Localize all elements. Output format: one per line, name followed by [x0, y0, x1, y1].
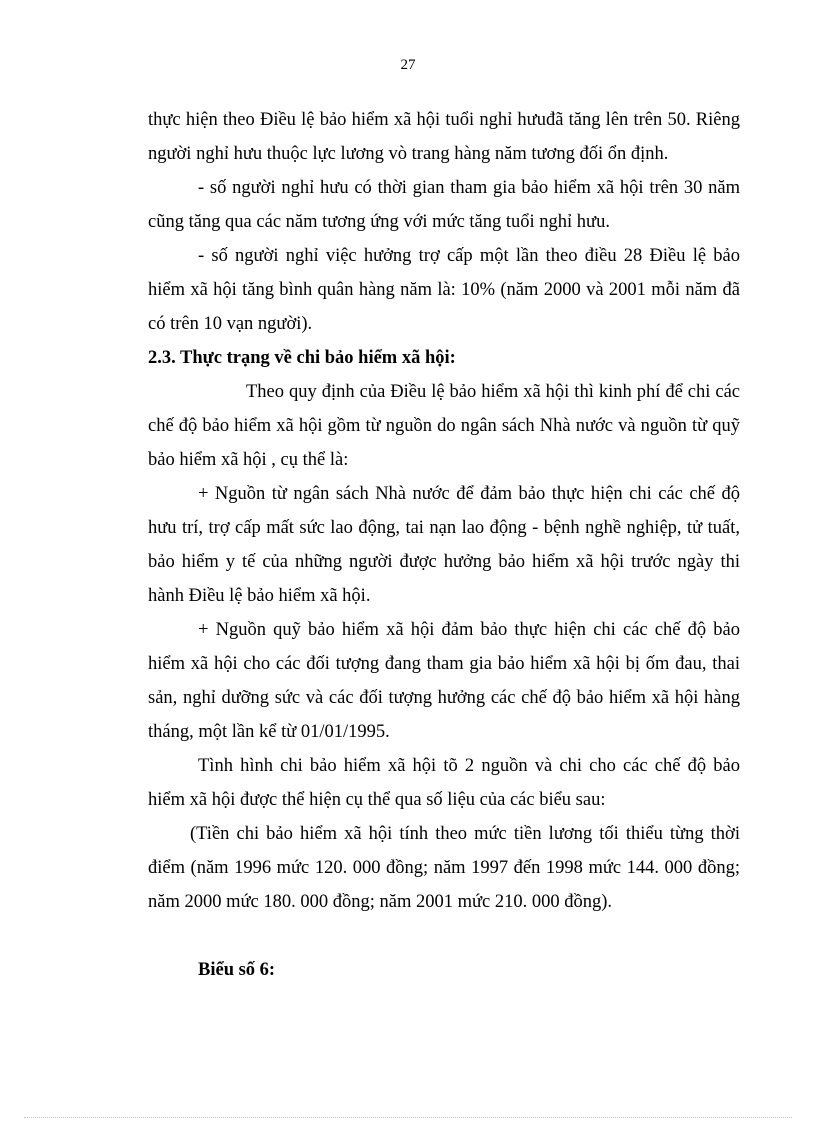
- paragraph-one-time-allowance: - số người nghỉ việc hưởng trợ cấp một lần theo điều 28 Điều lệ bảo hiểm xã hội tăng bình quân hàng năm là: 10% (năm 2000 và 2001 mỗi năm đã có trên 10 vạn người).: [148, 246, 740, 334]
- paragraph-retirees-30-years: - số người nghỉ hưu có thời gian tham gia bảo hiểm xã hội trên 30 năm cũng tăng qua các năm tương ứng với mức tăng tuổi nghỉ hưu.: [148, 178, 740, 232]
- page-number: 27: [400, 57, 416, 73]
- section-heading: 2.3. Thực trạng về chi bảo hiểm xã hội:: [148, 348, 456, 368]
- paragraph-spending-situation: Tình hình chi bảo hiểm xã hội tõ 2 nguồn và chi cho các chế độ bảo hiểm xã hội được thể hiện cụ thể qua số liệu của các biểu sau:: [148, 756, 740, 810]
- paragraph-retirement-age: thực hiện theo Điều lệ bảo hiểm xã hội tuổi nghỉ hưuđã tăng lên trên 50. Riêng người nghỉ hưu thuộc lực lương vò trang hàng năm tương đối ổn định.: [148, 110, 740, 164]
- page-bottom-divider: [24, 1117, 792, 1118]
- paragraph-minimum-wage-note: (Tiền chi bảo hiểm xã hội tính theo mức tiền lương tối thiểu từng thời điểm (năm 1996 mức 120. 000 đồng; năm 1997 đến 1998 mức 144. 000 đồng; năm 2000 mức 180. 000 đồng; năm 2001 mức 210. 000 đồng).: [148, 824, 740, 912]
- document-body: [148, 103, 740, 987]
- table-caption: Biểu số 6:: [198, 960, 276, 980]
- paragraph-funding-regulation: Theo quy định của Điều lệ bảo hiểm xã hội thì kinh phí để chi các chế độ bảo hiểm xã hội gồm từ nguồn do ngân sách Nhà nước và nguồn từ quỹ bảo hiểm xã hội , cụ thể là:: [148, 382, 740, 470]
- paragraph-state-budget-source: + Nguồn từ ngân sách Nhà nước để đảm bảo thực hiện chi các chế độ hưu trí, trợ cấp mất sức lao động, tai nạn lao động - bệnh nghề nghiệp, tử tuất, bảo hiểm y tế của những người được hưởng bảo hiểm xã hội trước ngày thi hành Điều lệ bảo hiểm xã hội.: [148, 484, 740, 606]
- paragraph-fund-source: + Nguồn quỹ bảo hiểm xã hội đảm bảo thực hiện chi các chế độ bảo hiểm xã hội cho các đối tượng đang tham gia bảo hiểm xã hội bị ốm đau, thai sản, nghỉ dưỡng sức và các đối tượng hưởng các chế độ bảo hiểm xã hội hàng tháng, một lần kể từ 01/01/1995.: [148, 620, 740, 742]
